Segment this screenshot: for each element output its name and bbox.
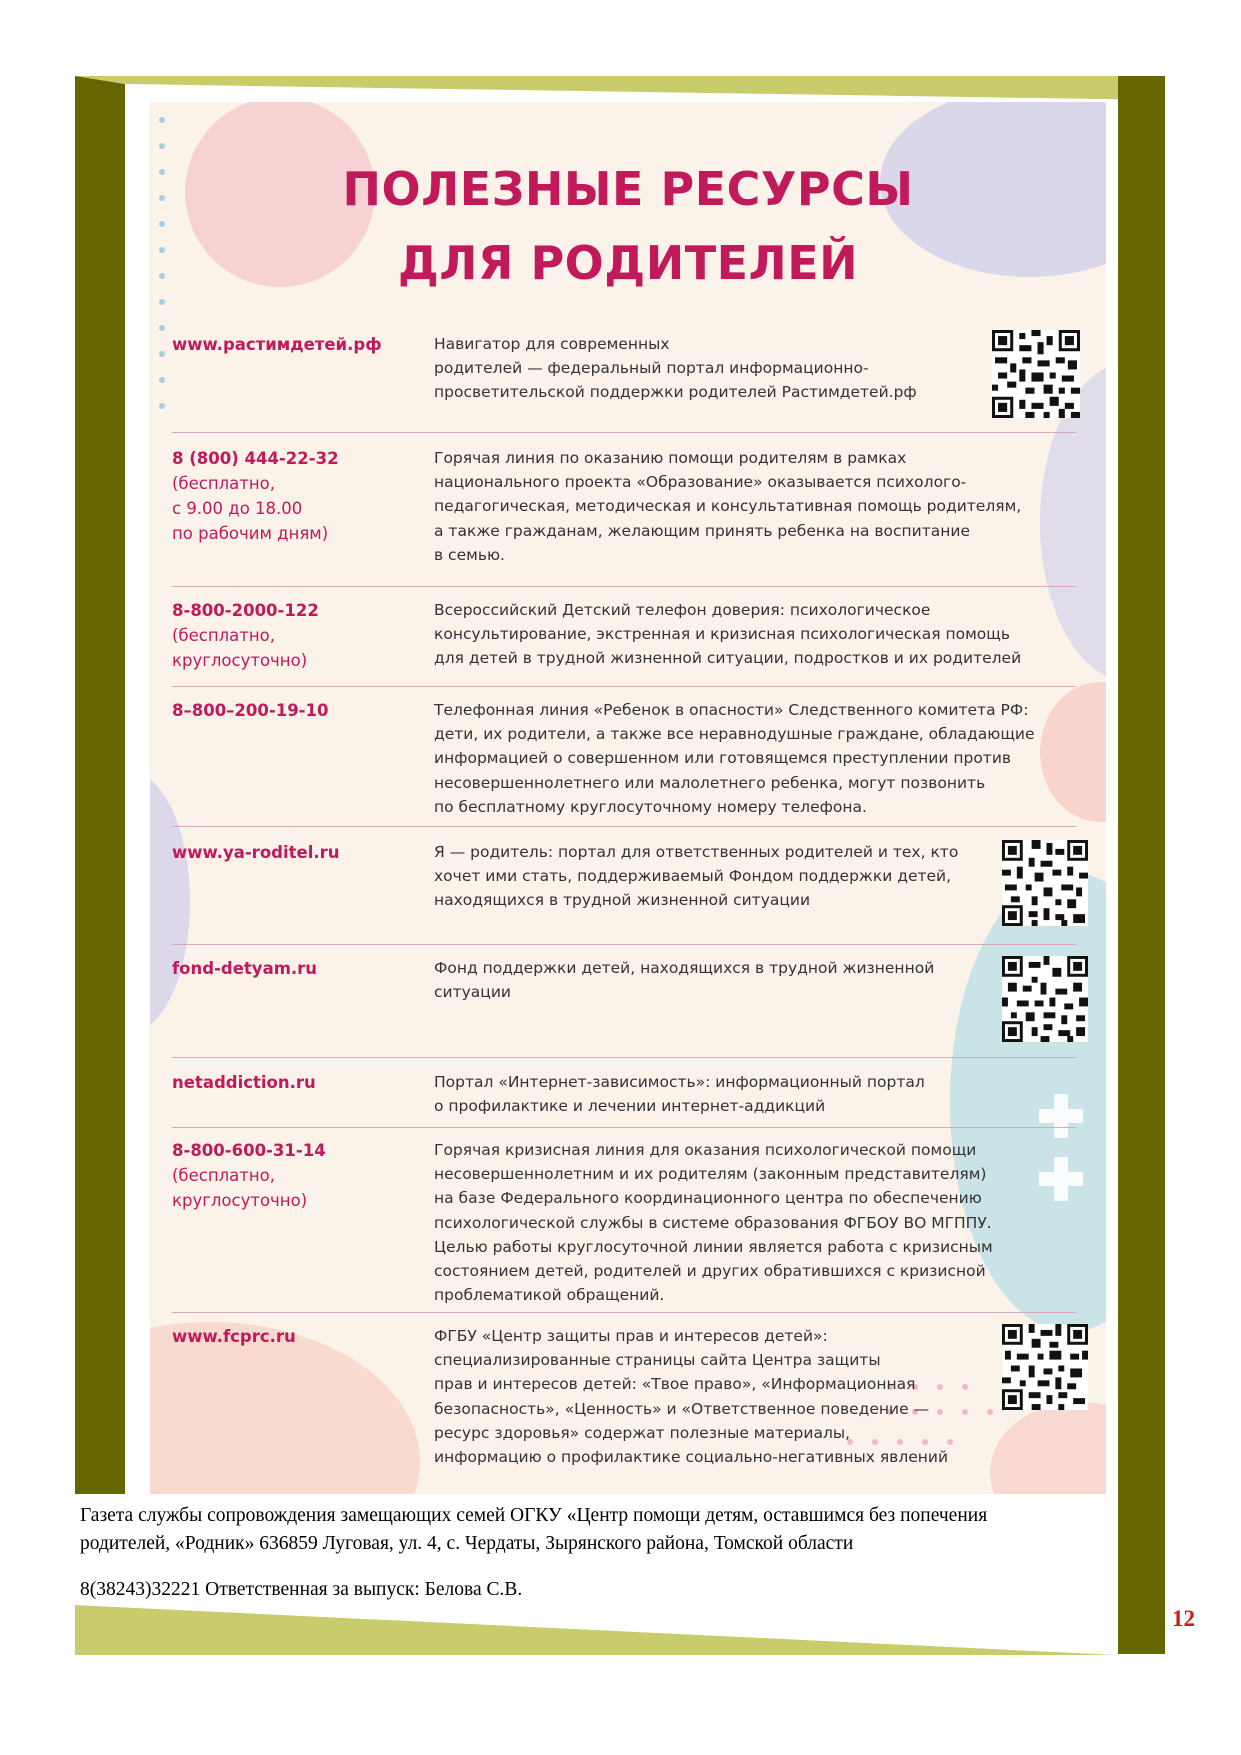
footer-line-3: 8(38243)32221 Ответственная за выпуск: Белова С.В.: [80, 1579, 523, 1600]
resource-contact: [172, 840, 397, 865]
resources-poster: [150, 102, 1106, 1494]
resource-phone[interactable]: 8-800-600-31-14: [172, 1141, 326, 1160]
resource-phone[interactable]: 8–800–200-19-10: [172, 701, 329, 720]
resource-description: Горячая кризисная линия для оказания психологической помощи несовершеннолетним и их родителям (законным представителям) на базе Федерального координационного центра по обеспечению психологической службы в системе образования ФГБОУ ВО МГППУ. Целью работы круглосуточной линии является работа с кризисным состоянием детей, родителей и других обратившихся с кризисной проблематикой обращений.: [434, 1141, 993, 1305]
resource-description: Горячая линия по оказанию помощи родителям в рамках национального проекта «Образование» оказывается психолого- педагогическая, методическая и консультативная помощь родителям, а также гражданам, желающим принять ребенка на воспитание в семью.: [434, 449, 1022, 564]
qr-code-icon: [1002, 840, 1088, 926]
resource-phone[interactable]: 8 (800) 444-22-32: [172, 449, 339, 468]
qr-code-icon: [1002, 956, 1088, 1042]
resource-description: Фонд поддержки детей, находящихся в трудной жизненной ситуации: [434, 959, 935, 1002]
row-divider: [172, 826, 1076, 827]
resource-description: Портал «Интернет-зависимость»: информационный портал о профилактике и лечении интернет-аддикций: [434, 1073, 925, 1116]
resource-description: ФГБУ «Центр защиты прав и интересов детей»: специализированные страницы сайта Центра защиты прав и интересов детей: «Твое право», «Информационная безопасность», «Ценность» и «Ответственное поведение — ресурс здоровья» содержат полезные материалы, информацию о профилактике социально-негативных явлений: [434, 1327, 949, 1467]
row-divider: [172, 1057, 1076, 1058]
footer-line-1: Газета службы сопровождения замещающих семей ОГКУ «Центр помощи детям, оставшимся без попечения: [80, 1505, 988, 1526]
page-number: 12: [1172, 1606, 1195, 1631]
resource-contact: [172, 1070, 397, 1095]
resource-contact: 8-800-2000-122 (бесплатно, круглосуточно): [172, 598, 397, 673]
row-divider: [172, 432, 1076, 433]
row-divider: [172, 944, 1076, 945]
row-divider: [172, 1312, 1076, 1313]
poster-title-line1: ПОЛЕЗНЫЕ РЕСУРСЫ: [342, 162, 914, 216]
resource-contact: 8-800-600-31-14 (бесплатно, круглосуточно): [172, 1138, 397, 1213]
row-divider: [172, 686, 1076, 687]
resource-contact: [172, 956, 397, 981]
footer-line-2: родителей, «Родник» 636859 Луговая, ул. 4, с. Чердаты, Зырянского района, Томской области: [80, 1533, 854, 1554]
resource-contact: [172, 1324, 397, 1349]
resource-link[interactable]: www.растимдетей.рф: [172, 335, 382, 354]
resource-link[interactable]: netaddiction.ru: [172, 1073, 316, 1092]
row-divider: [172, 586, 1076, 587]
resource-description: Я — родитель: портал для ответственных родителей и тех, кто хочет ими стать, поддерживаемый Фондом поддержки детей, находящихся в трудной жизненной ситуации: [434, 843, 959, 910]
poster-title: [150, 152, 1106, 300]
resource-phone[interactable]: 8-800-2000-122: [172, 601, 319, 620]
resource-link[interactable]: www.ya-roditel.ru: [172, 843, 340, 862]
resource-description: Навигатор для современных родителей — федеральный портал информационно- просветительской поддержки родителей Растимдетей.рф: [434, 335, 917, 402]
resource-link[interactable]: www.fcprc.ru: [172, 1327, 296, 1346]
resource-description: Телефонная линия «Ребенок в опасности» Следственного комитета РФ: дети, их родители, а также все неравнодушные граждане, обладающие информацией о совершенном или готовящемся преступлении против несовершеннолетнего или малолетнего ребенка, могут позвонить по бесплатному круглосуточному номеру телефона.: [434, 701, 1035, 816]
resource-contact: 8 (800) 444-22-32 (бесплатно, с 9.00 до 18.00 по рабочим дням): [172, 446, 397, 546]
poster-title-line2: ДЛЯ РОДИТЕЛЕЙ: [397, 236, 859, 290]
resource-contact: [172, 332, 397, 357]
qr-code-icon: [992, 330, 1080, 418]
qr-code-icon: [1002, 1324, 1088, 1410]
resource-contact: [172, 698, 397, 723]
resource-link[interactable]: fond-detyam.ru: [172, 959, 318, 978]
row-divider: [172, 1127, 1076, 1128]
resource-description: Всероссийский Детский телефон доверия: психологическое консультирование, экстренная и кризисная психологическая помощь для детей в трудной жизненной ситуации, подростков и их родителей: [434, 601, 1022, 668]
